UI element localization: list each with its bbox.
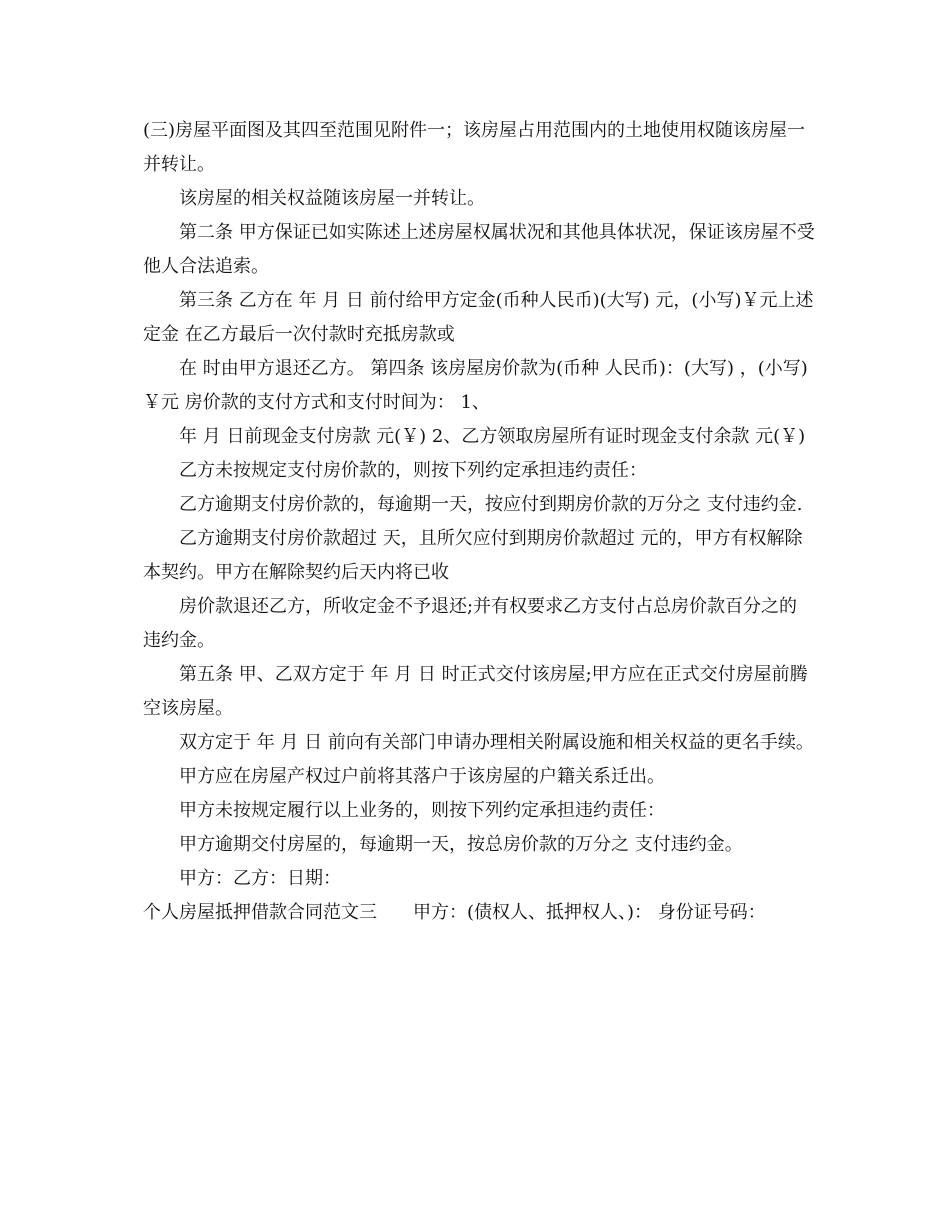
paragraph-name-change: 双方定于 年 月 日 前向有关部门申请办理相关附属设施和相关权益的更名手续。 — [179, 732, 814, 753]
paragraph-article-2: 第二条 甲方保证已如实陈述上述房屋权属状况和其他具体状况，保证该房屋不受他人合法追索。 — [143, 222, 815, 277]
paragraph-article-4: 在 时由甲方退还乙方。 第四条 该房屋房价款为(币种 人民币)：(大写) ，(小写)￥元 房价款的支付方式和支付时间为： 1、 — [143, 358, 808, 413]
paragraph-late-payment: 乙方逾期支付房价款的，每逾期一天，按应付到期房价款的万分之 支付违约金. — [179, 494, 803, 515]
paragraph-seller-liability: 甲方未按规定履行以上业务的，则按下列约定承担违约责任： — [179, 800, 665, 821]
paragraph-1: (三)房屋平面图及其四至范围见附件一；该房屋占用范围内的土地使用权随该房屋一并转让。 — [143, 120, 806, 175]
paragraph-late-delivery: 甲方逾期交付房屋的，每逾期一天，按总房价款的万分之 支付违约金。 — [179, 834, 743, 855]
paragraph-buyer-liability: 乙方未按规定支付房价款的，则按下列约定承担违约责任： — [179, 460, 647, 481]
document-page — [143, 114, 815, 930]
paragraph-termination: 乙方逾期支付房价款超过 天，且所欠应付到期房价款超过 元的，甲方有权解除本契约。甲方在解除契约后天内将已收 — [143, 528, 803, 583]
next-contract-heading: 个人房屋抵押借款合同范文三 甲方：(债权人、抵押权人、)： 身份证号码： — [143, 902, 766, 923]
paragraph-payment-schedule: 年 月 日前现金支付房款 元(￥) 2、乙方领取房屋所有证时现金支付余款 元(￥) — [179, 426, 806, 447]
paragraph-article-5: 第五条 甲、乙双方定于 年 月 日 时正式交付该房屋;甲方应在正式交付房屋前腾空该房屋。 — [143, 664, 808, 719]
paragraph-household-registration: 甲方应在房屋产权过户前将其落户于该房屋的户籍关系迁出。 — [179, 766, 665, 787]
paragraph-refund: 房价款退还乙方，所收定金不予退还;并有权要求乙方支付占总房价款百分之的违约金。 — [143, 596, 798, 651]
paragraph-article-3: 第三条 乙方在 年 月 日 前付给甲方定金(币种人民币)(大写) 元，(小写)￥元上述定金 在乙方最后一次付款时充抵房款或 — [143, 290, 814, 345]
paragraph-2: 该房屋的相关权益随该房屋一并转让。 — [179, 188, 485, 209]
signature-line: 甲方：乙方：日期： — [179, 868, 341, 889]
